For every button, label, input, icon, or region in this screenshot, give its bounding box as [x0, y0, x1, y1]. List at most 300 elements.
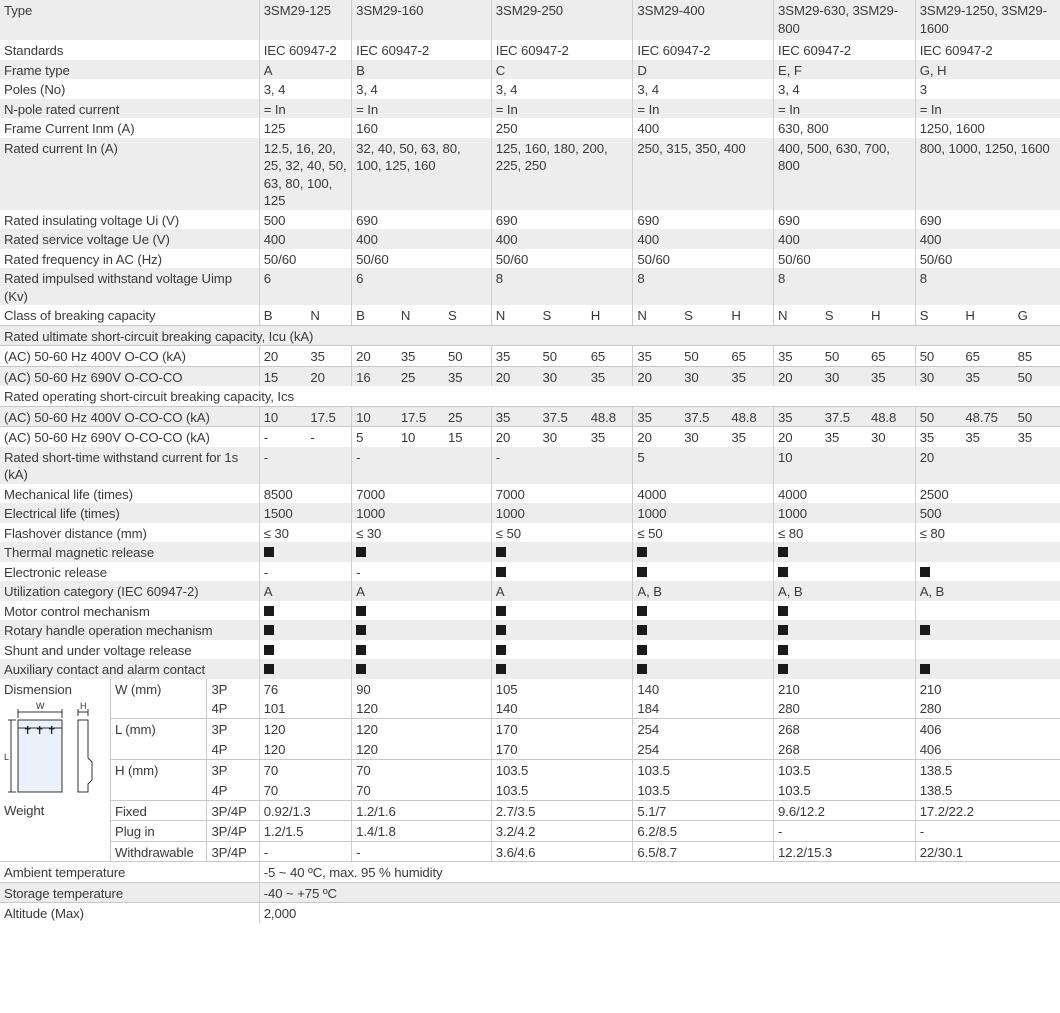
cell-value: 8: [919, 271, 927, 286]
dimension-value: 140: [633, 679, 774, 699]
cell-value: 6: [263, 271, 271, 286]
filled-square-icon: [778, 547, 788, 557]
cell-value: = In: [637, 101, 660, 117]
spec-row: [0, 601, 1060, 621]
breaking-value: 30: [684, 430, 699, 445]
series-cell: [915, 523, 1060, 543]
series-cell: [259, 640, 351, 660]
row-label: Type: [0, 0, 259, 40]
cell-value: -: [356, 564, 361, 580]
weight-value: -: [915, 821, 1060, 842]
cell-value: -: [263, 449, 268, 465]
spec-row: [0, 305, 1060, 325]
series-cell: [259, 542, 351, 562]
row-label: N-pole rated current: [0, 99, 259, 119]
dimension-value: 138.5: [915, 780, 1060, 800]
series-cell: [633, 601, 774, 621]
series-cell: [633, 79, 774, 99]
breaking-value: 50: [444, 346, 491, 367]
filled-square-icon: [778, 664, 788, 674]
filled-square-icon: [637, 547, 647, 557]
series-cell: [915, 640, 1060, 660]
breaking-value: 30: [870, 430, 886, 445]
series-cell: [774, 60, 916, 80]
series-cell: [915, 40, 1060, 60]
cell-value: 20: [919, 449, 935, 465]
weight-value: 17.2/22.2: [915, 800, 1060, 821]
cell-value: IEC 60947-2: [495, 43, 569, 58]
series-cell: [491, 60, 633, 80]
breaking-value: 20: [633, 366, 680, 386]
cell-value: A, B: [919, 584, 945, 599]
breaking-value: 50: [680, 346, 727, 367]
filled-square-icon: [356, 645, 366, 655]
series-cell: [259, 40, 351, 60]
dimension-value: 254: [633, 739, 774, 759]
dimension-value: 90: [352, 679, 492, 699]
cell-value: 50/60: [495, 251, 529, 267]
breaking-value: 85: [1014, 346, 1060, 367]
dimension-label-cell: [0, 679, 111, 801]
dimension-value: 406: [915, 718, 1060, 739]
dimension-value: 101: [259, 698, 351, 718]
series-type-header: 3SM29-250: [491, 0, 633, 40]
row-label: (AC) 50-60 Hz 400V O-CO-CO (kA): [0, 406, 259, 427]
weight-row: [0, 800, 1060, 821]
series-cell: [633, 99, 774, 119]
cell-value: 690: [495, 212, 518, 228]
series-cell: [491, 562, 633, 582]
series-cell: [491, 620, 633, 640]
dimension-value: 103.5: [774, 759, 916, 780]
cell-value: ≤ 80: [778, 525, 804, 541]
pole-count: 4P: [207, 698, 259, 718]
row-label: Altitude (Max): [0, 903, 259, 923]
spec-row: [0, 542, 1060, 562]
dimension-value: 280: [915, 698, 1060, 718]
filled-square-icon: [356, 625, 366, 635]
cell-value: 250, 315, 350, 400: [637, 140, 746, 156]
breaking-value: 35: [1017, 430, 1033, 445]
series-type-header: 3SM29-160: [352, 0, 492, 40]
spec-row: [0, 640, 1060, 660]
pole-count: 3P/4P: [207, 821, 259, 842]
dimension-value: 103.5: [774, 780, 916, 800]
breaking-value: 35: [306, 346, 351, 367]
breaking-value: 10: [400, 430, 416, 445]
series-cell: [915, 268, 1060, 305]
series-cell: [915, 210, 1060, 230]
breaking-value: 20: [352, 346, 397, 367]
row-label: Rotary handle operation mechanism: [0, 620, 259, 640]
breaking-value: 37.5: [538, 406, 586, 427]
filled-square-icon: [920, 567, 930, 577]
series-cell: [915, 118, 1060, 138]
section-label: Rated operating short-circuit breaking capacity, Ics: [0, 386, 1060, 406]
series-cell: [491, 601, 633, 621]
row-label: Rated service voltage Ue (V): [0, 229, 259, 249]
row-label: Rated current In (A): [0, 138, 259, 210]
cell-value: 1000: [495, 506, 525, 521]
series-cell: [633, 229, 774, 249]
series-cell: [259, 99, 351, 119]
series-cell: [491, 210, 633, 230]
series-cell: [633, 659, 774, 679]
series-cell: [352, 503, 492, 523]
breaking-value: 16: [352, 366, 397, 386]
breaking-value: 20: [774, 427, 821, 447]
series-cell: [259, 118, 351, 138]
breaking-value: B: [352, 305, 397, 325]
dimension-axis: W (mm): [111, 679, 207, 719]
cell-value: ≤ 50: [637, 525, 663, 541]
dimension-value: 268: [774, 739, 916, 759]
l-axis-label: L: [4, 752, 9, 762]
spec-row: [0, 346, 1060, 367]
series-cell: [915, 659, 1060, 679]
row-label: Rated frequency in AC (Hz): [4, 251, 162, 267]
cell-value: D: [637, 62, 647, 78]
mounting-type: Withdrawable: [111, 841, 207, 862]
pole-count: 4P: [207, 780, 259, 800]
spec-row: [0, 523, 1060, 543]
cell-value: 3, 4: [263, 82, 286, 97]
cell-value: IEC 60947-2: [919, 43, 993, 58]
series-cell: [633, 268, 774, 305]
cell-value: ≤ 50: [495, 525, 521, 541]
dimension-value: 103.5: [633, 780, 774, 800]
weight-label: Weight: [4, 803, 45, 818]
breaking-value: 30: [680, 366, 727, 386]
breaking-value: 35: [491, 346, 538, 367]
dimension-value: 280: [774, 698, 916, 718]
weight-value: 1.4/1.8: [352, 821, 492, 842]
breaking-value: 48.8: [587, 406, 633, 427]
row-label: (AC) 50-60 Hz 690V O-CO-CO (kA): [4, 430, 210, 445]
cell-value: 250: [495, 121, 518, 136]
series-cell: [352, 118, 492, 138]
breaking-value: 20: [259, 346, 306, 367]
breaking-value: 15: [448, 430, 463, 445]
cell-value: 7000: [495, 486, 525, 502]
cell-value: IEC 60947-2: [637, 43, 711, 58]
cell-value: 1250, 1600: [919, 121, 985, 136]
series-cell: [633, 138, 774, 210]
weight-value: 6.2/8.5: [633, 821, 774, 842]
breaking-value: H: [727, 305, 773, 325]
spec-row: [0, 862, 1060, 883]
spec-row: [0, 427, 1060, 447]
series-cell: [633, 484, 774, 504]
weight-value: 1.2/1.5: [259, 821, 351, 842]
row-label: Rated impulsed withstand voltage Uimp (Kv): [0, 268, 259, 305]
breaking-value: 50: [915, 406, 961, 427]
cell-value: 630, 800: [778, 121, 829, 136]
breaking-value: S: [444, 305, 491, 325]
dimension-value: 70: [259, 780, 351, 800]
breaking-value: 65: [867, 346, 915, 367]
row-label: Mechanical life (times): [4, 486, 133, 502]
row-label: Standards: [4, 43, 64, 58]
breaking-value: 35: [867, 366, 915, 386]
breaking-value: N: [397, 305, 444, 325]
spec-row: [0, 484, 1060, 504]
cell-value: 400: [778, 232, 800, 247]
weight-value: 1.2/1.6: [352, 800, 492, 821]
cell-value: 3, 4: [637, 82, 660, 97]
dimension-row: [0, 679, 1060, 699]
row-label: Electrical life (times): [0, 503, 259, 523]
series-cell: [774, 640, 916, 660]
series-type-header: 3SM29-400: [633, 0, 774, 40]
filled-square-icon: [264, 625, 274, 635]
series-cell: [633, 620, 774, 640]
section-label: Rated ultimate short-circuit breaking capacity, Icu (kA): [0, 325, 1060, 346]
series-cell: [259, 138, 351, 210]
spec-row: [0, 406, 1060, 427]
series-cell: [491, 229, 633, 249]
cell-value: 3, 4: [778, 82, 800, 97]
series-cell: [774, 249, 916, 269]
series-cell: [491, 249, 633, 269]
breaking-value: 35: [590, 430, 606, 445]
row-label: Motor control mechanism: [4, 603, 150, 619]
weight-value: -: [259, 841, 351, 862]
dimension-value: 76: [259, 679, 351, 699]
breaking-value: 35: [915, 427, 961, 447]
series-cell: [774, 484, 916, 504]
dimension-label: Dismension: [4, 681, 72, 697]
spec-row: [0, 229, 1060, 249]
breaking-value: N: [306, 305, 351, 325]
cell-value: 6: [356, 271, 364, 286]
cell-value: 50/60: [356, 251, 389, 267]
series-cell: [774, 79, 916, 99]
series-cell: [915, 581, 1060, 601]
cell-value: = In: [263, 101, 286, 117]
cell-value: 1000: [637, 506, 667, 521]
series-cell: [774, 268, 916, 305]
filled-square-icon: [356, 606, 366, 616]
cell-value: E, F: [778, 62, 802, 78]
cell-value: 3, 4: [356, 82, 378, 97]
series-cell: [915, 484, 1060, 504]
breaking-value: 35: [633, 346, 680, 367]
row-label: Electronic release: [4, 564, 108, 580]
series-cell: [352, 99, 492, 119]
series-cell: [633, 542, 774, 562]
series-cell: [259, 659, 351, 679]
filled-square-icon: [264, 606, 274, 616]
row-label: Auxiliary contact and alarm contact: [0, 659, 259, 679]
filled-square-icon: [637, 664, 647, 674]
row-label: Shunt and under voltage release: [4, 642, 192, 658]
series-cell: [352, 40, 492, 60]
dimension-axis: H (mm): [111, 759, 207, 800]
breaking-value: 25: [444, 406, 491, 427]
breaking-value: 35: [444, 366, 491, 386]
filled-square-icon: [496, 625, 506, 635]
cell-value: 125, 160, 180, 200, 225, 250: [495, 140, 608, 173]
series-cell: [491, 542, 633, 562]
breaking-value: 35: [727, 366, 773, 386]
pole-count: 3P: [207, 759, 259, 780]
breaking-value: 20: [491, 427, 538, 447]
breaking-value: 30: [821, 366, 867, 386]
cell-value: ≤ 30: [263, 525, 289, 541]
weight-value: 3.6/4.6: [491, 841, 633, 862]
cell-value: 50/60: [263, 251, 297, 267]
cell-value: A, B: [778, 584, 803, 599]
series-cell: [774, 447, 916, 484]
h-axis-label: H: [80, 701, 87, 711]
series-cell: [774, 40, 916, 60]
cell-value: -: [495, 449, 501, 465]
filled-square-icon: [496, 547, 506, 557]
breaking-value: 35: [633, 406, 680, 427]
breaking-value: 30: [538, 366, 586, 386]
dimension-row: [0, 718, 1060, 739]
cell-value: 400: [495, 232, 518, 247]
breaking-value: 50: [1014, 366, 1060, 386]
weight-value: 5.1/7: [633, 800, 774, 821]
cell-value: 400: [637, 121, 660, 136]
terminal-marks: [23, 725, 56, 737]
series-cell: [633, 447, 774, 484]
series-cell: [774, 503, 916, 523]
cell-value: G, H: [919, 62, 947, 78]
svg-text:✝: ✝: [47, 725, 57, 737]
weight-value: 9.6/12.2: [774, 800, 916, 821]
pole-count: 4P: [207, 739, 259, 759]
series-cell: [259, 484, 351, 504]
filled-square-icon: [496, 606, 506, 616]
series-cell: [633, 249, 774, 269]
breaking-value: S: [538, 305, 586, 325]
series-cell: [352, 138, 492, 210]
spec-row: [0, 60, 1060, 80]
breaking-value: B: [259, 305, 306, 325]
cell-value: 7000: [356, 486, 386, 502]
filled-square-icon: [778, 606, 788, 616]
cell-value: = In: [356, 101, 379, 117]
spec-row: [0, 79, 1060, 99]
series-cell: [352, 249, 492, 269]
cell-value: 1000: [356, 506, 386, 521]
breaking-value: S: [915, 305, 961, 325]
series-cell: [774, 99, 916, 119]
cell-value: 8: [495, 271, 503, 286]
environment-value: 2,000: [259, 903, 1060, 923]
series-cell: [259, 210, 351, 230]
breaking-value: 37.5: [680, 406, 727, 427]
row-label: Frame type: [0, 60, 259, 80]
filled-square-icon: [356, 664, 366, 674]
spec-row: [0, 325, 1060, 346]
filled-square-icon: [496, 664, 506, 674]
breaking-value: 48.75: [961, 406, 1013, 427]
spec-row: [0, 40, 1060, 60]
series-cell: [352, 210, 492, 230]
breaking-value: 30: [542, 430, 557, 445]
series-cell: [491, 581, 633, 601]
series-cell: [491, 99, 633, 119]
spec-row: [0, 0, 1060, 40]
spec-row: [0, 581, 1060, 601]
series-cell: [774, 229, 916, 249]
series-cell: [774, 118, 916, 138]
series-cell: [352, 542, 492, 562]
breaking-value: S: [821, 305, 867, 325]
series-cell: [352, 601, 492, 621]
cell-value: 12.5, 16, 20, 25, 32, 40, 50, 63, 80, 100, 125: [263, 140, 347, 208]
weight-value: -: [774, 821, 916, 842]
cell-value: 400: [637, 232, 660, 247]
series-cell: [915, 79, 1060, 99]
row-label: (AC) 50-60 Hz 400V O-CO (kA): [0, 346, 259, 367]
cell-value: 500: [263, 212, 286, 228]
spec-row: [0, 99, 1060, 119]
series-cell: [491, 659, 633, 679]
cell-value: 400: [919, 232, 942, 247]
breaking-value: 30: [915, 366, 961, 386]
series-cell: [352, 581, 492, 601]
spec-row: [0, 882, 1060, 903]
breaking-value: 50: [915, 346, 961, 367]
dimension-value: 105: [491, 679, 633, 699]
breaking-value: 17.5: [306, 406, 351, 427]
series-cell: [491, 79, 633, 99]
environment-value: -5 ~ 40 ºC, max. 95 % humidity: [259, 862, 1060, 883]
row-label: Poles (No): [4, 82, 66, 97]
cell-value: A: [356, 584, 365, 599]
dimension-value: 406: [915, 739, 1060, 759]
breaking-value: H: [867, 305, 915, 325]
cell-value: 690: [919, 212, 942, 228]
breaking-value: 35: [491, 406, 538, 427]
cell-value: 400, 500, 630, 700, 800: [778, 140, 890, 173]
filled-square-icon: [637, 645, 647, 655]
series-cell: [352, 659, 492, 679]
cell-value: 125: [263, 121, 286, 136]
series-cell: [352, 229, 492, 249]
series-cell: [491, 640, 633, 660]
breaking-value: H: [587, 305, 633, 325]
mounting-type: Plug in: [111, 821, 207, 842]
breaking-value: 25: [397, 366, 444, 386]
spec-row: [0, 620, 1060, 640]
breaking-value: 10: [352, 406, 397, 427]
dimension-value: 103.5: [633, 759, 774, 780]
breaking-value: 35: [587, 366, 633, 386]
series-cell: [259, 249, 351, 269]
breaking-value: -: [259, 427, 306, 447]
filled-square-icon: [496, 567, 506, 577]
dimension-value: 254: [633, 718, 774, 739]
series-cell: [633, 210, 774, 230]
breaking-value: 35: [961, 366, 1013, 386]
breaking-value: -: [310, 430, 315, 445]
row-label: Thermal magnetic release: [0, 542, 259, 562]
spec-row: [0, 903, 1060, 923]
series-cell: [352, 60, 492, 80]
row-label: Rated short-time withstand current for 1s (kA): [0, 447, 259, 484]
cell-value: 50/60: [919, 251, 953, 267]
series-cell: [352, 484, 492, 504]
cell-value: = In: [495, 101, 518, 117]
spec-row: [0, 366, 1060, 386]
breaking-value: G: [1014, 305, 1060, 325]
